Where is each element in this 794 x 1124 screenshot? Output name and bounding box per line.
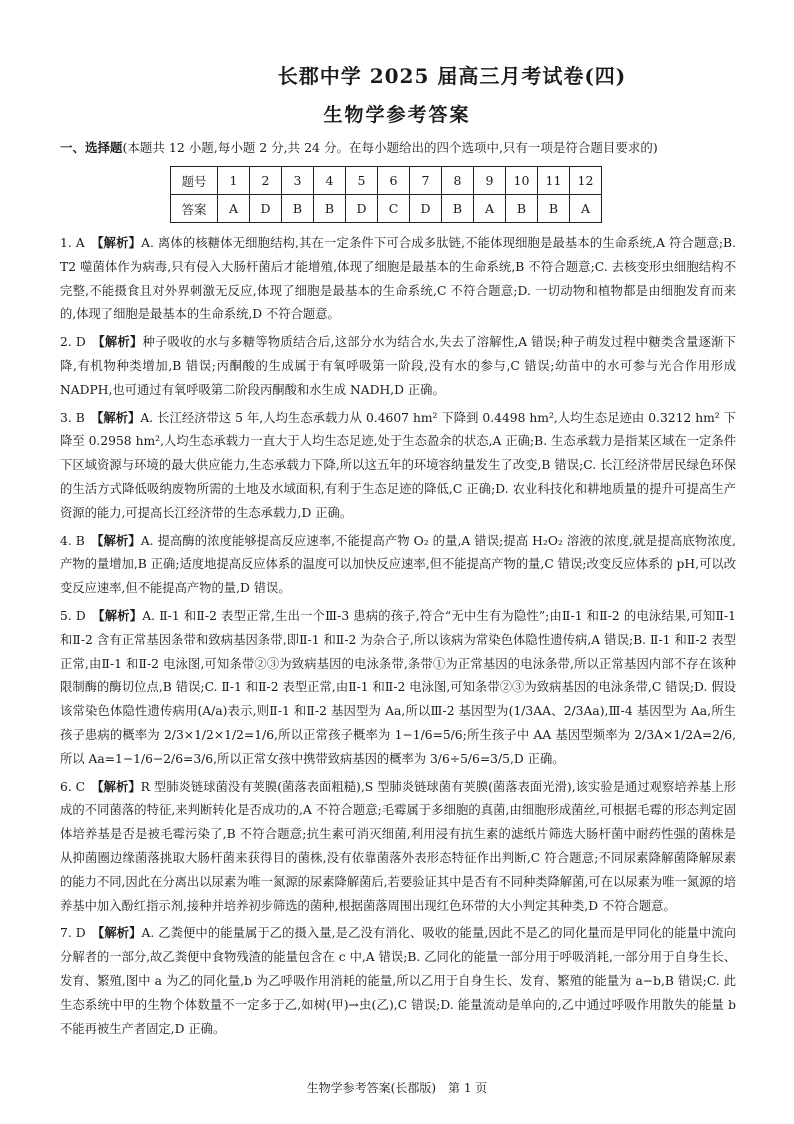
question-number: 2 [250,167,282,195]
item-number: 4. B [60,533,85,548]
explanation-item-5 [60,604,736,772]
question-number: 11 [538,167,570,195]
question-number: 6 [378,167,410,195]
question-number: 8 [442,167,474,195]
analysis-tag: 【解析】 [97,778,141,794]
question-number: 4 [314,167,346,195]
answer-cell: B [314,195,346,223]
answer-cell: A [474,195,506,223]
page-subtitle: 生物学参考答案 [323,104,471,126]
section-description: (本题共 12 小题,每小题 2 分,共 24 分。在每小题给出的四个选项中,只有一项是符合题目要求的) [122,140,658,155]
question-number: 1 [218,167,250,195]
page-footer: 生物学参考答案(长郡版) 第 1 页 [306,1081,488,1095]
answer-table [170,166,602,223]
answer-cell: B [282,195,314,223]
answer-table-number-row [171,167,602,195]
item-number: 6. C [60,779,86,794]
question-number: 3 [282,167,314,195]
section-heading: 一、选择题 [60,140,123,155]
answer-cell: B [506,195,538,223]
table-header-answer: 答案 [171,195,218,223]
item-number: 5. D [60,608,86,623]
question-number: 10 [506,167,538,195]
answer-cell: B [442,195,474,223]
item-text: A. 提高酶的浓度能够提高反应速率,不能提高产物 O₂ 的量,A 错误;提高 H₂O₂ 溶液的浓度,就是提高底物浓度,产物的量增加,B 正确;适度地提高反应体系的温度可以加快反应速率,但不能提高产物的量,C 错误;改变反应体系的 pH,可以改变反应速率,但不能提高产物的量,D 错误。 [60,533,736,596]
explanation-item-3 [60,406,736,526]
item-text: A. 长江经济带这 5 年,人均生态承载力从 0.4607 hm² 下降到 0.4498 hm²,人均生态足迹由 0.3212 hm² 下降至 0.2958 hm²,人均生态承载力一直大于人均生态足迹,处于生态盈余的状态,A 正确;B. 生态承载力是指某区域在一定条件下区域资源与环境的最大供应能力,生态承载力下降,所以这五年的环境容纳量发生了改变,B 错误;C. 长江经济带居民绿色环保的生活方式降低吸纳废物所需的土地及水域面积,有利于生态足迹的降低,C 正确;D. 农业科技化和耕地质量的提升可提高生产资源的能力,可提高长江经济带的生态承载力,D 正确。 [60,410,736,520]
analysis-tag: 【解析】 [97,532,141,548]
item-text: 种子吸收的水与多糖等物质结合后,这部分水为结合水,失去了溶解性,A 错误;种子萌发过程中糖类含量逐渐下降,有机物种类增加,B 错误;丙酮酸的生成属于有氧呼吸第一阶段,没有水的参与,C 错误;幼苗中的水可参与光合作用形成 NADPH,也可通过有氧呼吸第二阶段丙酮酸和水生成 NADH,D 正确。 [60,335,736,397]
analysis-tag: 【解析】 [98,925,142,941]
answer-cell: B [538,195,570,223]
question-number: 9 [474,167,506,195]
item-number: 2. D [60,335,86,350]
item-text: R 型肺炎链球菌没有荚膜(菌落表面粗糙),S 型肺炎链球菌有荚膜(菌落表面光滑),该实验是通过观察培养基上形成的不同菌落的特征,来判断转化是否成功的,A 不符合题意;毛霉属于多细胞的真菌,由细胞形成菌丝,可根据毛霉的形态判定固体培养基是否是被毛霉污染了,B 不符合题意;抗生素可消灭细菌,利用浸有抗生素的滤纸片筛选大肠杆菌中耐药性强的菌株是从抑菌圈边缘菌落挑取大肠杆菌来获得目的菌株,没有依靠菌落外表形态特征作出判断,C 符合题意;不同尿素降解菌降解尿素的能力不同,因此在分离出以尿素为唯一氮源的尿素降解菌后,若要验证其中是否有不同种类降解菌,可在以尿素为唯一氮源的培养基中加入酚红指示剂,接种并培养初步筛选的菌种,根据菌落周围出现红色环带的大小判定其种类,D 不符合题意。 [60,779,736,913]
answer-cell: D [346,195,378,223]
explanation-item-4 [60,529,736,601]
table-header-number: 题号 [171,167,218,195]
analysis-tag: 【解析】 [97,235,142,250]
answer-cell: A [218,195,250,223]
page-title: 长郡中学 2025 届高三月考试卷(四) [277,64,627,88]
answer-cell: D [410,195,442,223]
explanation-item-1 [60,231,736,327]
question-number: 7 [410,167,442,195]
item-text: A. Ⅱ-1 和Ⅱ-2 表型正常,生出一个Ⅲ-3 患病的孩子,符合“无中生有为隐性”;由Ⅱ-1 和Ⅱ-2 的电泳结果,可知Ⅱ-1 和Ⅱ-2 含有正常基因条带和致病基因条带,即Ⅱ-1 和Ⅱ-2 为杂合子,所以该病为常染色体隐性遗传病,A 错误;B. Ⅱ-1 和Ⅱ-2 表型正常,由Ⅱ-1 和Ⅱ-2 电泳图,可知条带②③为致病基因的电泳条带,条带①为正常基因的电泳条带,所以正常基因内部不存在该种限制酶的酶切位点,B 错误;C. Ⅱ-1 和Ⅱ-2 表型正常,由Ⅱ-1 和Ⅱ-2 电泳图,可知条带②③为致病基因的电泳条带,C 错误;D. 假设该常染色体隐性遗传病用(A/a)表示,则Ⅱ-1 和Ⅱ-2 基因型为 Aa,所以Ⅲ-2 基因型为(1/3AA、2/3Aa),Ⅲ-4 基因型为 Aa,所生孩子患病的概率为 2/3×1/2×1/2=1/6,所以正常孩子概率为 1−1/6=5/6;所生孩子中 AA 基因型频率为 2/3A×1/2A=2/6,所以 Aa=1−1/6−2/6=3/6,所以正常女孩中携带致病基因的概率为 3/6÷5/6=3/5,D 正确。 [60,608,736,766]
section-header [60,138,658,156]
analysis-tag: 【解析】 [97,409,141,425]
explanation-item-2 [60,330,736,402]
explanation-item-6 [60,775,736,919]
analysis-tag: 【解析】 [98,334,143,350]
question-number: 5 [346,167,378,195]
item-number: 3. B [60,410,85,425]
answer-table-answer-row [171,195,602,223]
item-text: A. 离体的核糖体无细胞结构,其在一定条件下可合成多肽链,不能体现细胞是最基本的生命系统,A 符合题意;B. T2 噬菌体作为病毒,只有侵入大肠杆菌后才能增殖,体现了细胞是最基本的生命系统,B 不符合题意;C. 去核变形虫细胞结构不完整,不能摄食且对外界刺激无反应,体现了细胞是最基本的生命系统,C 不符合题意;D. 一切动物和植物都是由细胞发育而来的,体现了细胞是最基本的生命系统,D 不符合题意。 [60,236,736,322]
analysis-tag: 【解析】 [98,607,143,623]
explanation-list [60,231,736,1044]
explanation-item-7 [60,921,736,1041]
item-number: 1. A [60,236,85,250]
question-number: 12 [570,167,602,195]
item-number: 7. D [60,926,86,941]
item-text: A. 乙粪便中的能量属于乙的摄入量,是乙没有消化、吸收的能量,因此不是乙的同化量而是甲同化的能量中流向分解者的一部分,故乙粪便中食物残渣的能量包含在 c 中,A 错误;B. 乙同化的能量一部分用于呼吸消耗,一部分用于自身生长、发育、繁殖,图中 a 为乙的同化量,b 为乙呼吸作用消耗的能量,所以乙用于自身生长、发育、繁殖的能量为 a−b,B 错误;C. 此生态系统中甲的生物个体数量不一定多于乙,如树(甲)→虫(乙),C 错误;D. 能量流动是单向的,乙中通过呼吸作用散失的能量 b 不能再被生产者固定,D 正确。 [60,926,736,1036]
answer-cell: A [570,195,602,223]
answer-cell: C [378,195,410,223]
answer-cell: D [250,195,282,223]
